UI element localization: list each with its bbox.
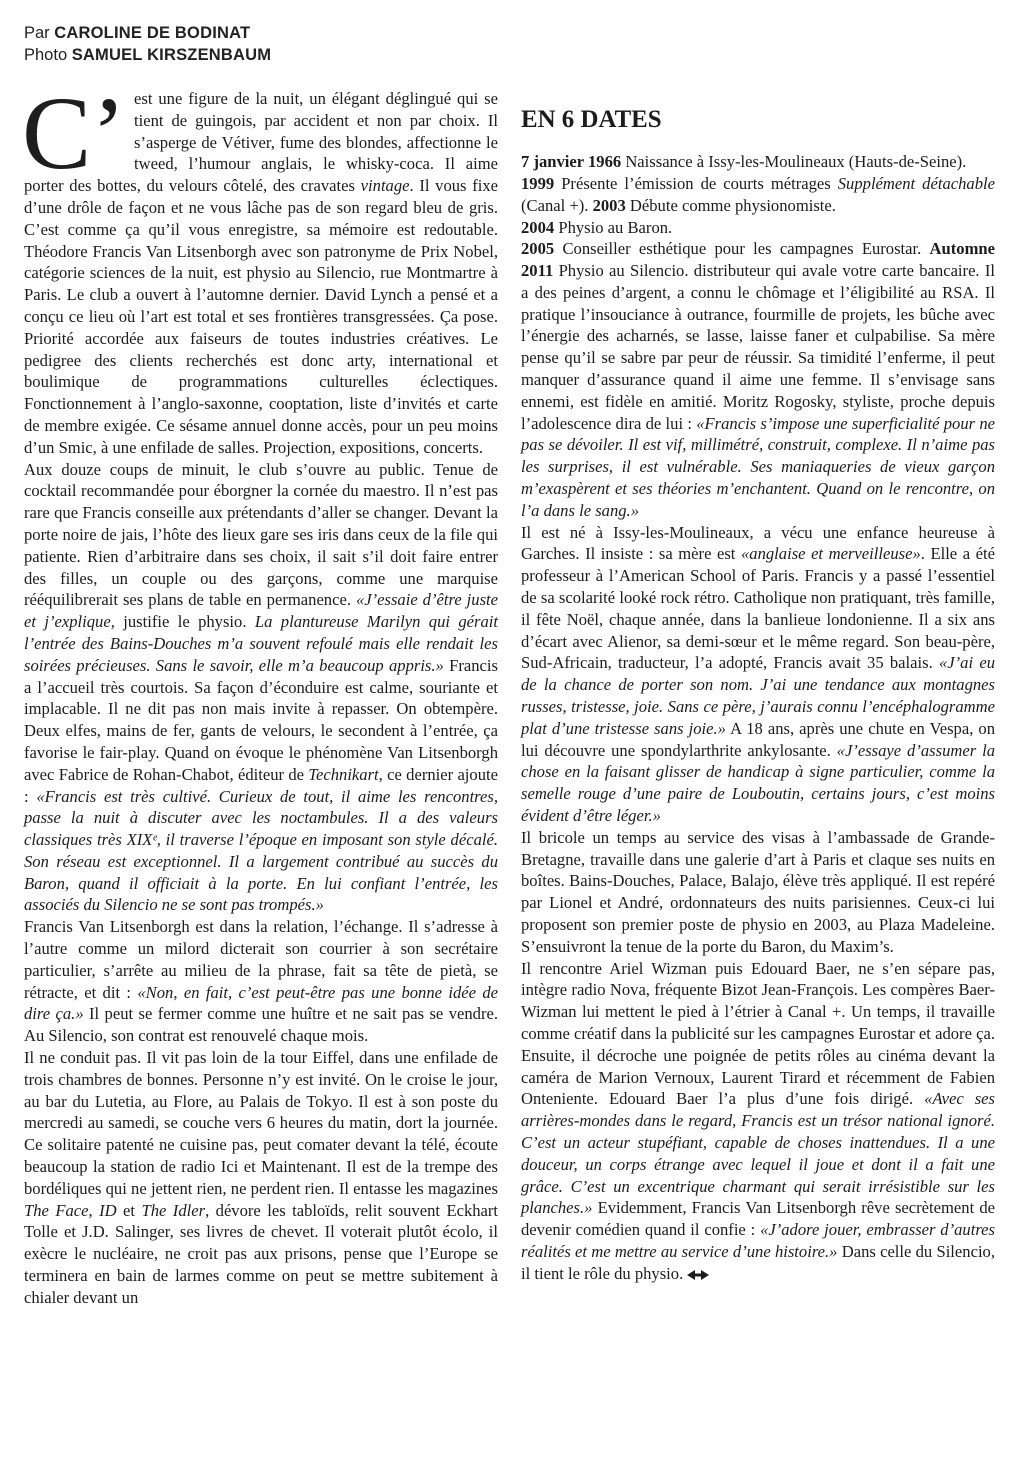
paragraph-7: Il bricole un temps au service des visas à l’ambassade de Grande-Bretagne, travaille dans une galerie d’art à Paris et claque ses nuits en boîtes. Bains-Douches, Palace, Balajo, élève très appliqué. Il est repéré par Lionel et André, ordonnateurs des nuits parisiennes. Ceux-ci lui proposent son premier poste de physio en 2003, au Plaza Madeleine. S’ensuivront la tenue de la porte du Baron, du Maxim’s.	[521, 827, 995, 956]
paragraph-4: Il ne conduit pas. Il vit pas loin de la tour Eiffel, dans une enfilade de trois chambres de bonnes. Personne n’y est invité. On le croise le jour, au bar du Lutetia, au Flore, au Palais de Tokyo. Il est à son poste du mercredi au samedi, se couche vers 6 heures du matin, dort la journée. Ce solitaire patenté ne cuisine pas, peut comater devant la télé, écoute beaucoup la station de radio Ici et Maintenant. Il est de la trempe des bordéliques qui ne jettent rien, ne perdent rien. Il entasse les magazines The Face, ID et The Idler, dévore les tabloïds, relit souvent Eckhart Tolle et J.D. Salinger, ses livres de chevet. Il voterait plutôt écolo, il exècre le nucléaire, ne croit pas aux prisons, pense que l’Europe se terminera en bain de larmes comme on peut se mettre subitement à chialer devant un	[24, 1048, 499, 1307]
article-column-right: EN 6 DATES 7 janvier 1966 Naissance à Issy-les-Moulineaux (Hauts-de-Seine). 1999 Présente l’émission de courts métrages Supplément détachable (Canal +). 2003 Débute comme physionomiste. 2004 Physio au Baron. 2005 Conseiller esthétique pour les campagnes Eurostar. Automne 2011 Physio au Silencio. distributeur qui avale votre carte bancaire. Il a des peines d’argent, a connu le chômage et l’éligibilité au RSA. Il pratique l’insouciance à outrance, fourmille de projets, les bûche avec l’énergie des acharnés, se lasse, laisse faner et culpabilise. Sa mère pense qu’il se sabre par peur de réussir. Sa timidité l’enferme, il peut manquer d’assurance quand il aime une femme. Il s’envisage sans ennemi, est fidèle en amitié. Moritz Rogosky, styliste, proche depuis l’adolescence dira de lui : «Francis s’impose une superficialité pour ne pas se dévoiler. Il est vif, millimétré, construit, complexe. Il n’aime pas les surprises, il est vulnérable. Ses maniaqueries de vieux garçon m’exaspèrent et ses théories m’enchantent. Quand on le rencontre, on l’a dans le sang.» Il est né à Issy-les-Moulineaux, a vécu une enfance heureuse à Garches. Il insiste : sa mère est «anglaise et merveilleuse». Elle a été professeur à l’American School of Paris. Francis y a passé l’essentiel de sa scolarité looké rock rétro. Catholique non pratiquant, très famille, il fête Noël, chaque année, dans la banlieue londonienne. Il a six ans d’écart avec Alienor, sa demi-sœur et le même regard. Son beau-père, Sud-Africain, traducteur, l’a adopté, Francis avait 35 balais. «J’ai eu de la chance de porter son nom. J’ai une tendance aux montagnes russes, tristesse, joie. Sans ce père, j’aurais connu l’encéphalogramme plat d’une tristesse sans joie.» A 18 ans, après une chute en Vespa, on lui découvre une spondylarthrite ankylosante. «J’essaye d’assumer la chose en la faisant glisser de handicap à signe particulier, comme la semelle rouge d’une paire de Louboutin, certains jours, c’est moins évident d’être léger.» Il bricole un temps au service des visas à l’ambassade de Grande-Bretagne, travaille dans une galerie d’art à Paris et claque ses nuits en boîtes. Bains-Douches, Palace, Balajo, élève très appliqué. Il est repéré par Lionel et André, ordonnateurs des nuits parisiennes. Ceux-ci lui proposent son premier poste de physio en 2003, au Plaza Madeleine. S’ensuivront la tenue de la porte du Baron, du Maxim’s. Il rencontre Ariel Wizman puis Edouard Baer, ne s’en sépare pas, intègre radio Nova, fréquente Bizot Jean-François. Les compères Baer-Wizman lui mettent le pied à l’étrier à Canal +. Un temps, il travaille comme créatif dans la publicité sur les campagnes Eurostar et adore ça. Ensuite, il décroche une poignée de petits rôles au cinéma devant la caméra de Marion Vernoux, Laurent Tirard et récemment de Fabien Onteniente. Edouard Baer l’a plus d’une fois dirigé. «Avec ses arrières-mondes dans le regard, Francis est un trésor national ignoré. C’est un acteur stupéfiant, capable de choses inattendues. Il a une douceur, un corps étrange avec lequel il joue et dont il a fait une grâce. C’est un excentrique charmant qui serait irrésistible sur les planches.» Evidemment, Francis Van Litsenborgh rêve secrètement de devenir comédien quand il confie : «J’adore jouer, embrasser d’autres réalités et me mettre au service d’une histoire.» Dans celle du Silencio, il tient le rôle du physio.	[521, 105, 996, 1283]
byline	[24, 22, 271, 66]
end-of-article-icon	[687, 1270, 709, 1280]
author-name: CAROLINE DE BODINAT	[54, 24, 251, 42]
paragraph-2: Aux douze coups de minuit, le club s’ouvre au public. Tenue de cocktail recommandée pour éborgner la cornée du maestro. Il n’est pas rare que Francis conseille aux prétendants d’aller se changer. Devant la porte noire de jais, l’hôte des lieux gare ses iris dans ceux de la file qui patiente. Rien d’arbitraire dans ses choix, il sait s’il doit faire entrer des filles, un couple ou des garçons, comme une marquise rééquilibrerait ses plans de table en permanence. «J’essaie d’être juste et j’explique, justifie le physio. La plantureuse Marilyn qui gérait l’entrée des Bains-Douches m’a souvent refoulé mais elle rendait les soirées précieuses. Sans le savoir, elle m’a beaucoup appris.» Francis a l’accueil très courtois. Sa façon d’éconduire est calme, souriante et implacable. Il ne dit pas non mais invite à repasser. On obtempère. Deux elfes, mains de fer, gants de velours, le secondent à l’entrée, ça favorise le fair-play. Quand on évoque le phénomène Van Litsenborgh avec Fabrice de Rohan-Chabot, éditeur de Technikart, ce dernier ajoute : «Francis est très cultivé. Curieux de tout, il aime les rencontres, passe la nuit à discuter avec les noctambules. Il a des valeurs classiques très XIXᵉ, il traverse l’époque en imposant son style décalé. Son réseau est exceptionnel. Il a largement contribué au succès du Baron, quand il officiait à la porte. En lui confiant l’entrée, les associés du Silencio ne se sont pas trompés.»	[24, 459, 499, 915]
author-line: Par CAROLINE DE BODINAT	[24, 24, 251, 42]
paragraph-8: Il rencontre Ariel Wizman puis Edouard Baer, ne s’en sépare pas, intègre radio Nova, fréquente Bizot Jean-François. Les compères Baer-Wizman lui mettent le pied à l’étrier à Canal +. Un temps, il travaille comme créatif dans la publicité sur les campagnes Eurostar et adore ça. Ensuite, il décroche une poignée de petits rôles au cinéma devant la caméra de Marion Vernoux, Laurent Tirard et récemment de Fabien Onteniente. Edouard Baer l’a plus d’une fois dirigé. «Avec ses arrières-mondes dans le regard, Francis est un trésor national ignoré. C’est un acteur stupéfiant, capable de choses inattendues. Il a une douceur, un corps étrange avec lequel il joue et dont il a fait une grâce. C’est un excentrique charmant qui serait irrésistible sur les planches.» Evidemment, Francis Van Litsenborgh rêve secrètement de devenir comédien quand il confie : «J’adore jouer, embrasser d’autres réalités et me mettre au service d’une histoire.» Dans celle du Silencio, il tient le rôle du physio.	[521, 958, 996, 1283]
paragraph-6: Il est né à Issy-les-Moulineaux, a vécu une enfance heureuse à Garches. Il insiste : sa mère est «anglaise et merveilleuse». Elle a été professeur à l’American School of Paris. Francis y a passé l’essentiel de sa scolarité looké rock rétro. Catholique non pratiquant, très famille, il fête Noël, chaque année, dans la banlieue londonienne. Il a six ans d’écart avec Alienor, sa demi-sœur et le même regard. Son beau-père, Sud-Africain, traducteur, l’a adopté, Francis avait 35 balais. «J’ai eu de la chance de porter son nom. J’ai une tendance aux montagnes russes, tristesse, joie. Sans ce père, j’aurais connu l’encéphalogramme plat d’une tristesse sans joie.» A 18 ans, après une chute en Vespa, on lui découvre une spondylarthrite ankylosante. «J’essaye d’assumer la chose en la faisant glisser de handicap à signe particulier, comme la semelle rouge d’une paire de Louboutin, certains jours, c’est moins évident d’être léger.»	[521, 522, 995, 826]
photographer-name: SAMUEL KIRSZENBAUM	[71, 46, 272, 64]
paragraph-3: Francis Van Litsenborgh est dans la relation, l’échange. Il s’adresse à l’autre comme un milord dicterait son courrier à son secrétaire particulier, s’arrête au milieu de la phrase, fait sa tête de pietà, se rétracte, et dit : «Non, en fait, c’est peut-être pas une bonne idée de dire ça.» Il peut se fermer comme une huître et ne sait pas se vendre. Au Silencio, son contrat est renouvelé chaque mois.	[24, 917, 498, 1046]
dates-box-title: EN 6 DATES	[521, 105, 662, 133]
paragraph-1: C’ est une figure de la nuit, un élégant déglingué qui se tient de guingois, par accident et non par choix. Il s’asperge de Vétiver, fume des blondes, affectionne le tweed, l’humour anglais, le whisky-coca. Il aime porter des bottes, du velours côtelé, des cravates vintage. Il vous fixe d’une drôle de façon et ne vous lâche pas de son regard bleu de gris. C’est comme ça qu’il vous enregistre, sa mémoire est redoutable. Théodore Francis Van Litsenborgh avec son patronyme de Prix Nobel, catégorie sciences de la nuit, est physio au Silencio, rue Montmartre à Paris. Le club a ouvert à l’automne dernier. David Lynch a pensé et a conçu ce lieu où l’art est total et ses frontières transgressées. Ça pose. Priorité accordée aux faiseurs de toutes industries créatives. Le pedigree des clients recherchés est donc arty, international et boulimique de programmations culturelles éclectiques. Fonctionnement à l’anglo-saxonne, cooptation, liste d’invités et carte de membre exigée. Ce sésame annuel donne accès, pour un peu moins d’un Smic, à une enfilade de salles. Projection, expositions, concerts.	[22, 76, 498, 457]
drop-cap: C’	[22, 76, 126, 191]
article-column-left	[22, 76, 499, 1309]
photo-credit-line: Photo SAMUEL KIRSZENBAUM	[24, 46, 272, 64]
